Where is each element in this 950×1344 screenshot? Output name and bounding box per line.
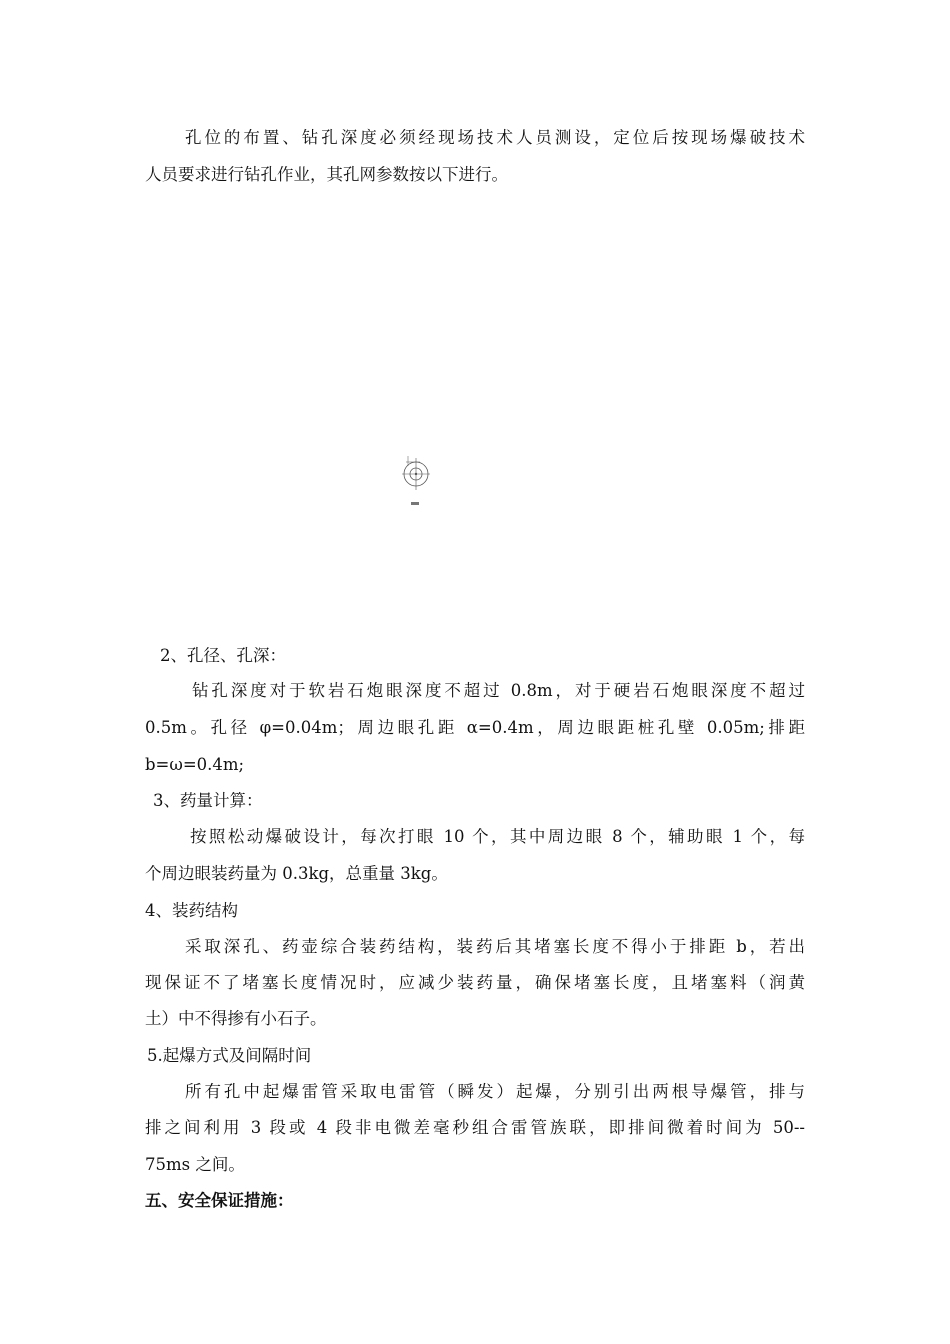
section-five-heading: 五、安全保证措施： [145, 1191, 294, 1210]
section3-line-1: 按照松动爆破设计，每次打眼 10 个，其中周边眼 8 个，辅助眼 1 个，每 [190, 827, 805, 846]
intro-line-2: 人员要求进行钻孔作业，其孔网参数按以下进行。 [145, 165, 508, 184]
section2-line-1: 钻孔深度对于软岩石炮眼深度不超过 0.8m，对于硬岩石炮眼深度不超过 [192, 681, 805, 700]
section5-line-2: 排之间利用 3 段或 4 段非电微差毫秒组合雷管族联，即排间微着时间为 50-- [145, 1118, 805, 1137]
section2-line-3: b=ω=0.4m; [145, 755, 245, 774]
borehole-layout-figure [398, 448, 438, 510]
section4-line-3: 土）中不得掺有小石子。 [145, 1009, 327, 1028]
section2-line-2: 0.5m。孔径 φ=0.04m；周边眼孔距 α=0.4m，周边眼距桩孔壁 0.05m;排距 [145, 718, 805, 737]
section4-line-2: 现保证不了堵塞长度情况时，应减少装药量，确保堵塞长度，且堵塞料（润黄 [145, 973, 805, 992]
section4-heading: 4、装药结构 [145, 901, 238, 920]
section4-line-1: 采取深孔、药壶综合装药结构，装药后其堵塞长度不得小于排距 b，若出 [185, 937, 805, 956]
section5-line-3: 75ms 之间。 [145, 1155, 245, 1174]
section2-heading: 2、孔径、孔深： [160, 646, 286, 665]
figure-caption-mark [411, 502, 419, 505]
section3-heading: 3、药量计算： [153, 791, 263, 810]
section5-heading: 5.起爆方式及间隔时间 [147, 1046, 312, 1065]
section5-line-1: 所有孔中起爆雷管采取电雷管（瞬发）起爆，分别引出两根导爆管，排与 [185, 1082, 805, 1101]
section3-line-2: 个周边眼装药量为 0.3kg，总重量 3kg。 [145, 864, 448, 883]
intro-line-1: 孔位的布置、钻孔深度必须经现场技术人员测设，定位后按现场爆破技术 [185, 128, 805, 147]
